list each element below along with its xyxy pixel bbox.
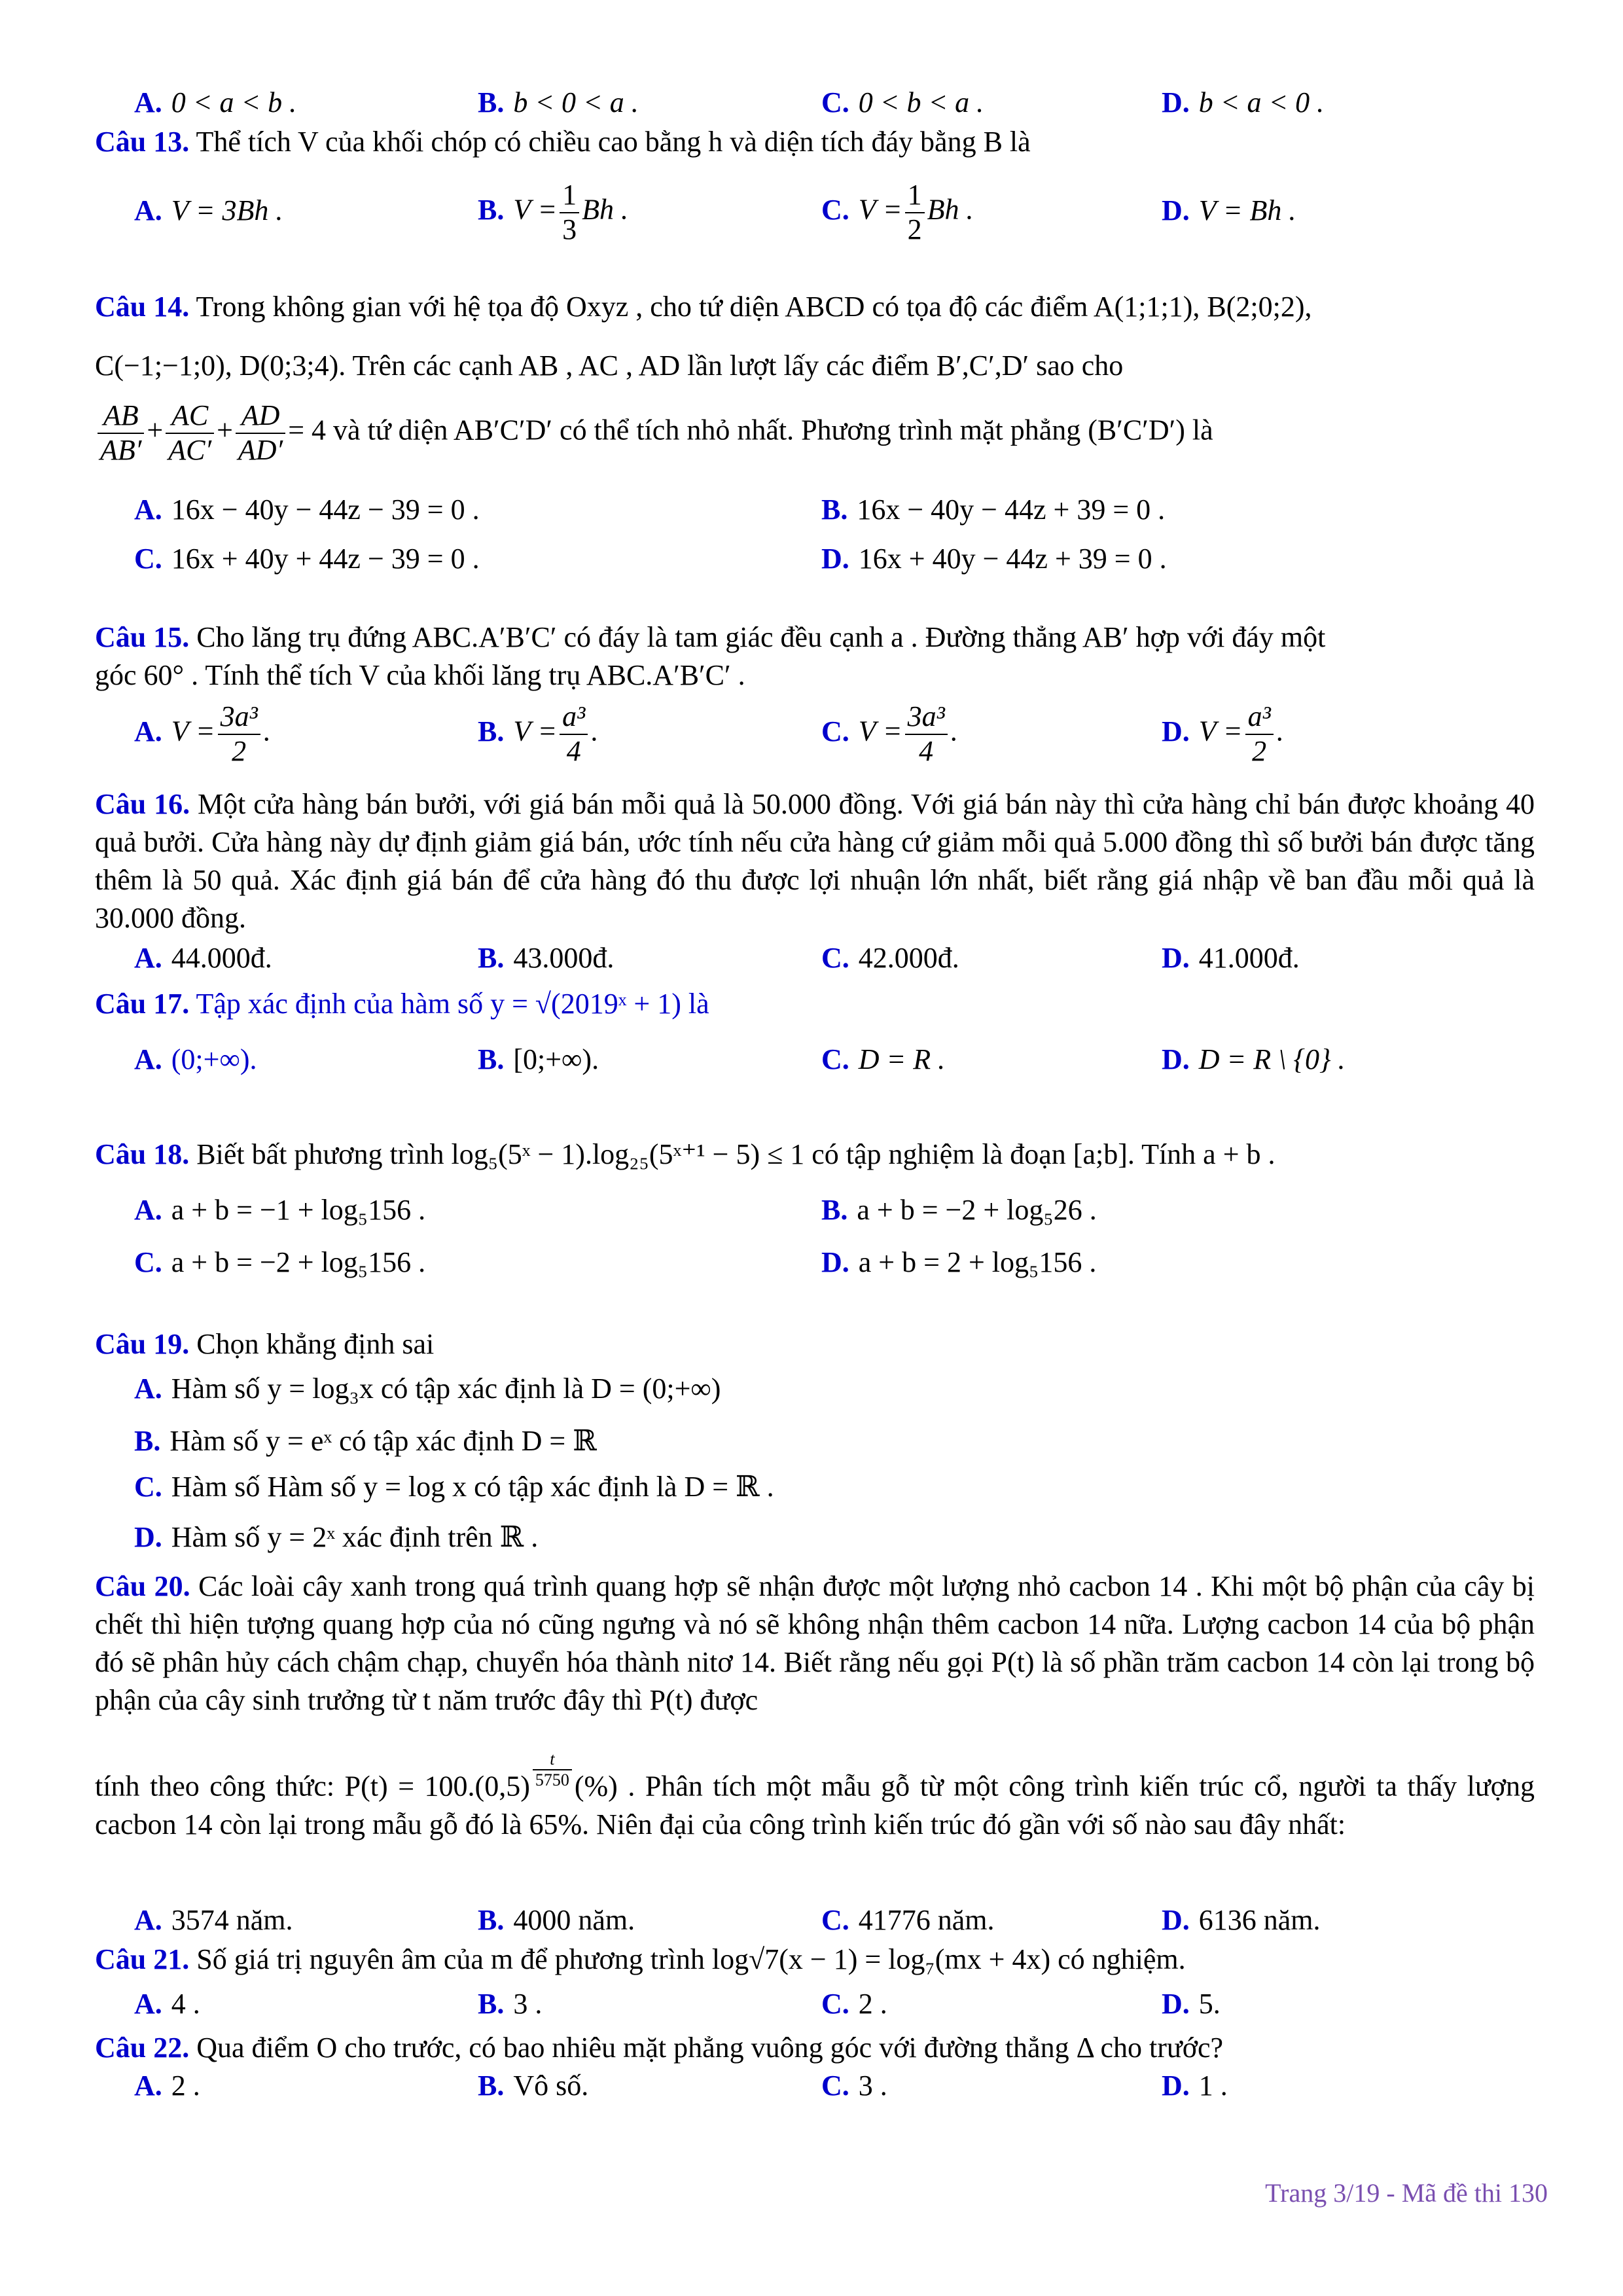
option-c: C. V = $\frac{\text{3a³}}{4}$ . — [821, 700, 957, 767]
option-c: C. 3 . — [821, 2070, 887, 2102]
option-c: C. D = R . — [821, 1043, 946, 1075]
option-c: C. 42.000đ. — [821, 942, 959, 974]
question-text: Câu 21. Số giá trị nguyên âm của m để phương trình log√7(x − 1) = log₇(mx + 4x) có nghiệm. — [95, 1943, 1186, 1975]
option-d: D. a + b = 2 + log₅156 . — [821, 1246, 1097, 1278]
question-text: Câu 13. Thể tích V của khối chóp có chiều cao bằng h và diện tích đáy bằng B là — [95, 126, 1031, 158]
option-b: B. 16x − 40y − 44z + 39 = 0 . — [821, 493, 1166, 526]
option-b: B. V = $\frac{1}{3}$ Bh . — [478, 179, 629, 245]
question-line-1: Câu 14. Trong không gian với hệ tọa độ Oxyz , cho tứ diện ABCD có tọa độ các điểm A(1;1;1), B(2;0;2), — [95, 291, 1312, 323]
option-d: D. 41.000đ. — [1162, 942, 1300, 974]
option-b: B. 3 . — [478, 1988, 543, 2020]
question-line-2: C(−1;−1;0), D(0;3;4). Trên các cạnh AB , AC , AD lần lượt lấy các điểm B′,C′,D′ sao cho — [95, 350, 1124, 382]
option-c: C. 16x + 40y + 44z − 39 = 0 . — [134, 543, 480, 575]
option-b: B. b < 0 < a . — [478, 86, 639, 118]
page-footer: Trang 3/19 - Mã đề thi 130 — [1265, 2178, 1548, 2208]
option-a: A. V = $\frac{\text{3a³}}{2}$ . — [134, 700, 270, 767]
option-b: B. V = $\frac{\text{a³}}{4}$ . — [478, 700, 598, 767]
option-d: D. 5. — [1162, 1988, 1221, 2020]
option-b: B. Hàm số y = eˣ có tập xác định D = ℝ — [134, 1425, 597, 1457]
option-c: C. V = $\frac{1}{2}$ Bh . — [821, 179, 974, 245]
option-c: C. a + b = −2 + log₅156 . — [134, 1246, 426, 1278]
option-b: B. 43.000đ. — [478, 942, 615, 974]
option-d: D. 16x + 40y − 44z + 39 = 0 . — [821, 543, 1167, 575]
options-row — [95, 179, 1535, 251]
question-line-3: $\frac{AB}{AB'}$ + $\frac{AC}{AC'}$ + $\frac{AD}{AD'}$ = 4 và tứ diện AB′C′D′ có thể tích nhỏ nhất. Phương trình mặt phẳng (B′C′D′) là — [95, 399, 1535, 467]
option-a: A. V = 3Bh . — [134, 194, 283, 226]
option-a: A. 44.000đ. — [134, 942, 272, 974]
option-a: A. 2 . — [134, 2070, 200, 2102]
question-line-2: góc 60° . Tính thể tích V của khối lăng trụ ABC.A′B′C′ . — [95, 659, 745, 691]
question-text: Câu 18. Biết bất phương trình log₅(5ˣ − 1).log₂₅(5ˣ⁺¹ − 5) ≤ 1 có tập nghiệm là đoạn [a;b]. Tính a + b . — [95, 1138, 1275, 1170]
option-d: D. Hàm số y = 2ˣ xác định trên ℝ . — [134, 1521, 539, 1553]
question-text: Câu 17. Tập xác định của hàm số y = √(2019ˣ + 1) là — [95, 988, 709, 1020]
option-c: C. 0 < b < a . — [821, 86, 984, 118]
option-d: D. V = Bh . — [1162, 194, 1296, 226]
option-a: A. 4 . — [134, 1988, 200, 2020]
option-d: D. 1 . — [1162, 2070, 1228, 2102]
question-text-1: Câu 20. Các loài cây xanh trong quá trình quang hợp sẽ nhận được một lượng nhỏ cacbon 14 . Khi một bộ phận của cây bị chết thì hiện tượng quang hợp của nó cũng ngưng và nó sẽ không nhận thêm cacbon 14 nữa. Lượng cacbon 14 của bộ phận đó sẽ phân hủy cách chậm chạp, chuyển hóa thành nitơ 14. Biết rằng nếu gọi P(t) là số phần trăm cacbon 14 còn lại trong bộ phận của cây sinh trưởng từ t năm trước đây thì P(t) được — [95, 1570, 1535, 1716]
option-b: B. [0;+∞). — [478, 1043, 599, 1075]
option-a: A. 16x − 40y − 44z − 39 = 0 . — [134, 493, 480, 526]
option-c: C. Hàm số Hàm số y = log x có tập xác định là D = ℝ . — [134, 1471, 774, 1503]
option-a: A. Hàm số y = log₃x có tập xác định là D = (0;+∞) — [134, 1372, 721, 1405]
option-b: B. a + b = −2 + log₅26 . — [821, 1194, 1097, 1226]
question-text: Câu 16. Một cửa hàng bán bưởi, với giá bán mỗi quả là 50.000 đồng. Với giá bán này thì cửa hàng chỉ bán được khoảng 40 quả bưởi. Cửa hàng này dự định giảm giá bán, ước tính nếu cửa hàng cứ giảm mỗi quả 5.000 đồng thì số bưởi bán được tăng thêm là 50 quả. Xác định giá bán để cửa hàng đó thu được lợi nhuận lớn nhất, biết rằng giá nhập về ban đầu mỗi quả là 30.000 đồng. — [95, 788, 1535, 934]
option-d: D. b < a < 0 . — [1162, 86, 1325, 118]
question-text: Câu 22. Qua điểm O cho trước, có bao nhiêu mặt phẳng vuông góc với đường thẳng Δ cho trước? — [95, 2032, 1224, 2064]
option-d: D. V = $\frac{\text{a³}}{2}$ . — [1162, 700, 1283, 767]
option-b: B. Vô số. — [478, 2070, 589, 2102]
option-d: D. 6136 năm. — [1162, 1904, 1321, 1936]
option-b: B. 4000 năm. — [478, 1904, 635, 1936]
option-c: C. 2 . — [821, 1988, 887, 2020]
option-a: A. 0 < a < b . — [134, 86, 297, 118]
option-c: C. 41776 năm. — [821, 1904, 995, 1936]
question-line-1: Câu 15. Cho lăng trụ đứng ABC.A′B′C′ có đáy là tam giác đều cạnh a . Đường thẳng AB′ hợp với đáy một — [95, 621, 1326, 653]
option-a: A. (0;+∞). — [134, 1043, 257, 1075]
option-a: A. a + b = −1 + log₅156 . — [134, 1194, 426, 1226]
option-d: D. D = R \ {0} . — [1162, 1043, 1346, 1075]
question-text-2: tính theo công thức: P(t) = 100.(0,5) $\frac{t}{5750}$ (%) . Phân tích một mẫu gỗ từ một công trình kiến trúc cổ, người ta thấy lượng cacbon 14 còn lại trong mẫu gỗ đó là 65%. Niên đại của công trình kiến trúc đó gần với số nào sau đây nhất: — [95, 1749, 1535, 1840]
question-text: Câu 19. Chọn khẳng định sai — [95, 1328, 435, 1360]
option-a: A. 3574 năm. — [134, 1904, 293, 1936]
